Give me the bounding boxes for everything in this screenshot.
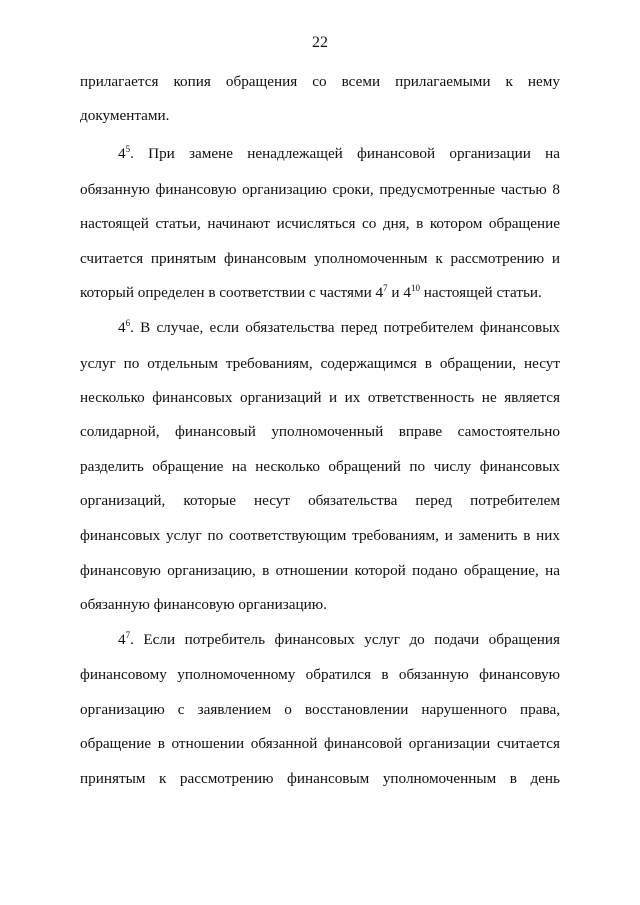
text-line: который определен в соответствии с частями $4^7$ и $4^{10}$ настоящей статьи. — [80, 283, 542, 301]
text-line: обращение в отношении обязанной финансовой организации считается — [80, 735, 560, 752]
text-line: $4^7$. Если потребитель финансовых услуг до подачи обращения — [118, 630, 560, 648]
text-line: считается принятым финансовым уполномоченным к рассмотрению и — [80, 250, 560, 267]
text-line: прилагается копия обращения со всеми прилагаемыми к нему — [80, 73, 560, 90]
text-line: организаций, которые несут обязательства перед потребителем — [80, 492, 560, 509]
text-line: разделить обращение на несколько обращений по числу финансовых — [80, 458, 560, 475]
text-line: услуг по отдельным требованиям, содержащимся в обращении, несут — [80, 355, 560, 372]
text-line: обязанную финансовую организацию. — [80, 596, 327, 613]
text-line: финансовому уполномоченному обратился в обязанную финансовую — [80, 666, 560, 683]
text-line: финансовых услуг по соответствующим требованиям, и заменить в них — [80, 527, 560, 544]
text-line: организацию с заявлением о восстановлении нарушенного права, — [80, 701, 560, 718]
text-line: несколько финансовых организаций и их ответственность не является — [80, 389, 560, 406]
text-line: солидарной, финансовый уполномоченный вправе самостоятельно — [80, 423, 560, 440]
text-line: принятым к рассмотрению финансовым уполномоченным в день — [80, 770, 560, 787]
text-line: $4^6$. В случае, если обязательства перед потребителем финансовых — [118, 318, 560, 336]
text-line: документами. — [80, 107, 170, 124]
text-line: обязанную финансовую организацию сроки, предусмотренные частью 8 — [80, 181, 560, 198]
text-line: финансовую организацию, в отношении которой подано обращение, на — [80, 562, 560, 579]
text-line: настоящей статьи, начинают исчисляться со дня, в котором обращение — [80, 215, 560, 232]
page-number: 22 — [312, 34, 328, 51]
text-line: $4^5$. При замене ненадлежащей финансовой организации на — [118, 144, 560, 162]
